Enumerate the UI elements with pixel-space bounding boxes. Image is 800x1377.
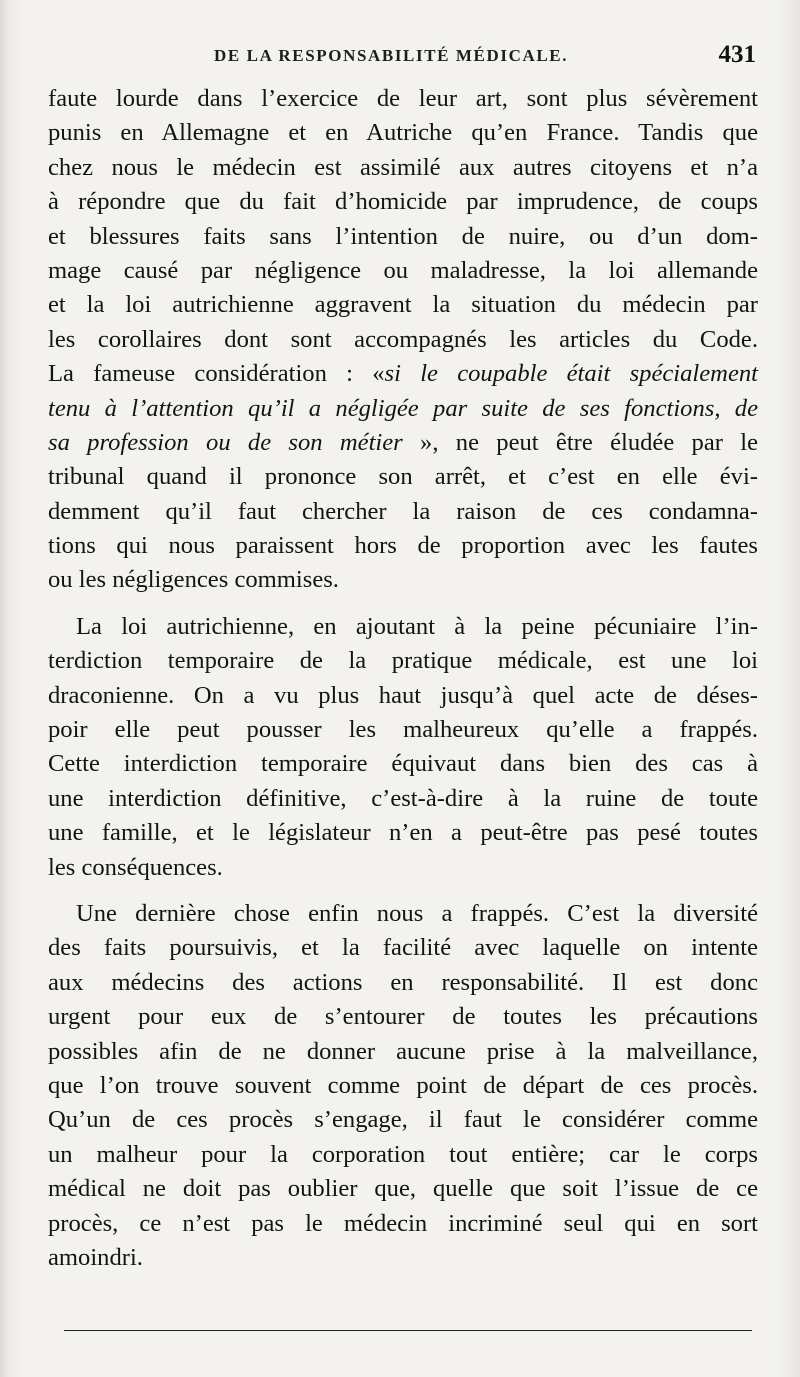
paragraph-gap (48, 598, 758, 610)
text-run: amoindri. (48, 1243, 143, 1271)
italic-quote: tenu à l’attention qu’il a négligée par suite de ses fonctions, de (48, 394, 758, 422)
italic-quote: sa profession ou de son métier (48, 428, 403, 456)
text-line (48, 1035, 758, 1069)
text-line (48, 392, 758, 426)
text-line (48, 747, 758, 781)
paragraph (48, 897, 758, 1275)
text-run: que l’on trouve souvent comme point de départ de ces procès. (48, 1071, 758, 1099)
text-run: urgent pour eux de s’entourer de toutes les précautions (48, 1003, 758, 1031)
text-run: mage causé par négligence ou maladresse, la loi allemande (48, 256, 758, 284)
text-line (48, 185, 758, 219)
text-line (48, 254, 758, 288)
text-line (48, 460, 758, 494)
text-run: procès, ce n’est pas le médecin incriminé seul qui en sort (48, 1209, 758, 1237)
text-run: Une dernière chose enfin nous a frappés. C’est la diversité (76, 899, 758, 927)
text-run: poir elle peut pousser les malheureux qu’elle a frappés. (48, 716, 758, 744)
text-line (48, 563, 758, 597)
text-line (48, 679, 758, 713)
text-run: les corollaires dont sont accompagnés les articles du Code. (48, 325, 758, 353)
text-run: chez nous le médecin est assimilé aux autres citoyens et n’a (48, 153, 758, 181)
text-line (48, 151, 758, 185)
text-line (48, 1103, 758, 1137)
text-run: à répondre que du fait d’homicide par imprudence, de coups (48, 188, 758, 216)
text-run: des faits poursuivis, et la facilité avec laquelle on intente (48, 934, 758, 962)
text-run: possibles afin de ne donner aucune prise à la malveillance, (48, 1037, 758, 1065)
text-run: Qu’un de ces procès s’engage, il faut le considérer comme (48, 1106, 758, 1134)
page-number: 431 (718, 41, 756, 68)
text-run: une interdiction définitive, c’est-à-dire à la ruine de toute (48, 784, 758, 812)
text-line (48, 713, 758, 747)
text-line (48, 220, 758, 254)
text-run: et la loi autrichienne aggravent la situation du médecin par (48, 291, 758, 319)
text-line (48, 851, 758, 885)
text-line (48, 426, 758, 460)
text-line (48, 116, 758, 150)
text-run: », ne peut être éludée par le (402, 428, 758, 456)
text-line (48, 288, 758, 322)
text-line (48, 816, 758, 850)
text-line (48, 82, 758, 116)
text-run: médical ne doit pas oublier que, quelle que soit l’issue de ce (48, 1175, 758, 1203)
italic-quote: si le coupable était spécialement (384, 360, 758, 388)
text-line (48, 357, 758, 391)
text-run: une famille, et le législateur n’en a peut-être pas pesé toutes (48, 819, 758, 847)
text-line (48, 1000, 758, 1034)
paragraph (48, 82, 758, 598)
text-run: les conséquences. (48, 853, 223, 881)
text-run: aux médecins des actions en responsabilité. Il est donc (48, 968, 758, 996)
text-line (48, 1241, 758, 1275)
text-line (48, 529, 758, 563)
text-run: demment qu’il faut chercher la raison de ces condamna- (48, 497, 758, 525)
paragraph-gap (48, 885, 758, 897)
text-run: ou les négligences commises. (48, 566, 339, 594)
running-title: DE LA RESPONSABILITÉ MÉDICALE. (214, 46, 569, 65)
text-line (48, 610, 758, 644)
running-head (48, 41, 758, 74)
text-run: terdiction temporaire de la pratique médicale, est une loi (48, 647, 758, 675)
text-run: Cette interdiction temporaire équivaut dans bien des cas à (48, 750, 758, 778)
text-line (48, 495, 758, 529)
text-run: punis en Allemagne et en Autriche qu’en France. Tandis que (48, 119, 758, 147)
text-run: un malheur pour la corporation tout entière; car le corps (48, 1140, 758, 1168)
paragraph (48, 610, 758, 885)
text-line (48, 966, 758, 1000)
text-line (48, 1138, 758, 1172)
text-line (48, 931, 758, 965)
text-run: tions qui nous paraissent hors de proportion avec les fautes (48, 532, 758, 560)
text-line (48, 782, 758, 816)
text-line (48, 1069, 758, 1103)
body-text (48, 82, 758, 1275)
text-run: tribunal quand il prononce son arrêt, et c’est en elle évi- (48, 463, 758, 491)
text-run: faute lourde dans l’exercice de leur art, sont plus sévèrement (48, 85, 758, 112)
text-line (48, 897, 758, 931)
bottom-rule (64, 1330, 752, 1331)
text-line (48, 323, 758, 357)
text-run: La loi autrichienne, en ajoutant à la peine pécuniaire l’in- (76, 612, 758, 640)
text-line (48, 1207, 758, 1241)
text-line (48, 1172, 758, 1206)
text-line (48, 644, 758, 678)
text-run: La fameuse considération : « (48, 360, 385, 388)
text-run: et blessures faits sans l’intention de nuire, ou d’un dom- (48, 222, 758, 250)
text-run: draconienne. On a vu plus haut jusqu’à quel acte de déses- (48, 681, 758, 709)
